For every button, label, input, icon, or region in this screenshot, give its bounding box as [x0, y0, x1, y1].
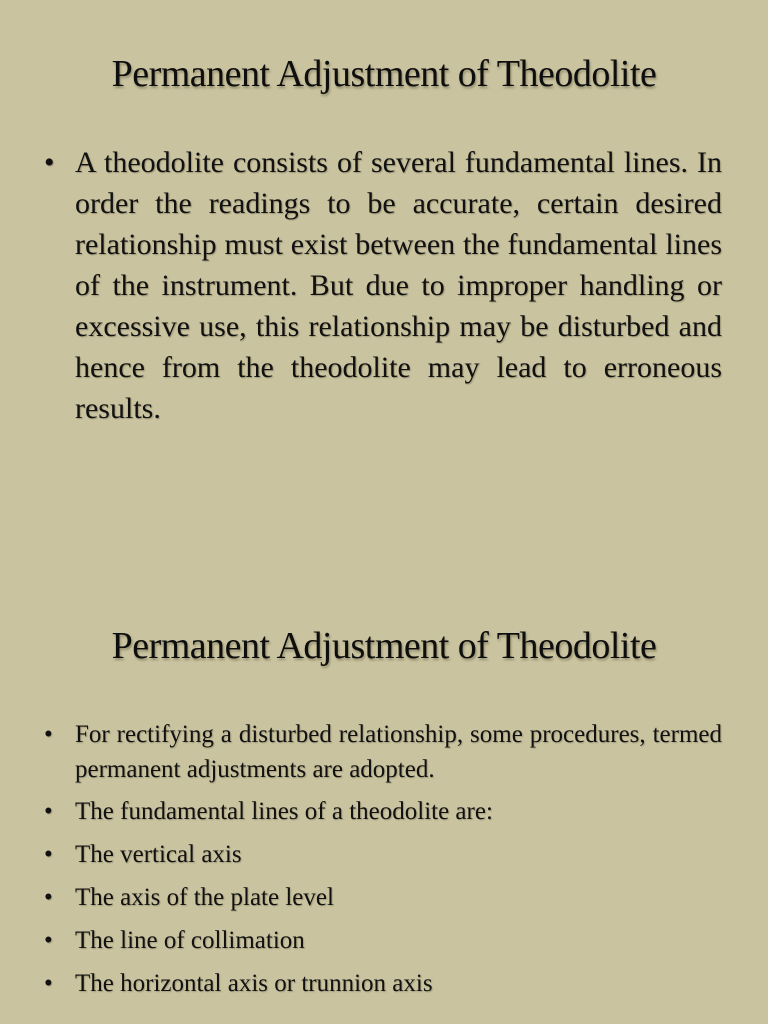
- slide-1-bullet-list: [42, 142, 722, 429]
- list-item: [42, 923, 722, 959]
- list-item: [42, 717, 722, 787]
- bullet-icon: •: [44, 884, 53, 911]
- bullet-text: The line of collimation: [75, 927, 305, 954]
- slide-2: [0, 576, 768, 1024]
- bullet-text: The axis of the plate level: [75, 884, 334, 911]
- bullet-text: The horizontal axis or trunnion axis: [75, 970, 433, 997]
- list-item: [42, 837, 722, 873]
- slide-2-bullet-list: [42, 717, 722, 1009]
- bullet-icon: •: [44, 841, 53, 868]
- list-item: [42, 880, 722, 916]
- bullet-text: The fundamental lines of a theodolite are:: [75, 798, 493, 825]
- list-item: [42, 794, 722, 830]
- bullet-text: For rectifying a disturbed relationship, some procedures, termed permanent adjustments are adopted.: [75, 721, 722, 783]
- bullet-icon: •: [44, 146, 55, 179]
- bullet-text: The vertical axis: [75, 841, 242, 868]
- slide-1-title: Permanent Adjustment of Theodolite: [111, 53, 657, 95]
- bullet-text: A theodolite consists of several fundamental lines. In order the readings to be accurate, certain desired relationship must exist between the fundamental lines of the instrument. But due to improper handling or excessive use, this relationship may be disturbed and hence from the theodolite may lead to erroneous results.: [75, 146, 722, 425]
- bullet-icon: •: [44, 798, 53, 825]
- bullet-icon: •: [44, 970, 53, 997]
- bullet-icon: •: [44, 721, 53, 748]
- list-item: [42, 142, 722, 429]
- slide-2-title: Permanent Adjustment of Theodolite: [111, 625, 657, 667]
- bullet-icon: •: [44, 927, 53, 954]
- list-item: [42, 966, 722, 1002]
